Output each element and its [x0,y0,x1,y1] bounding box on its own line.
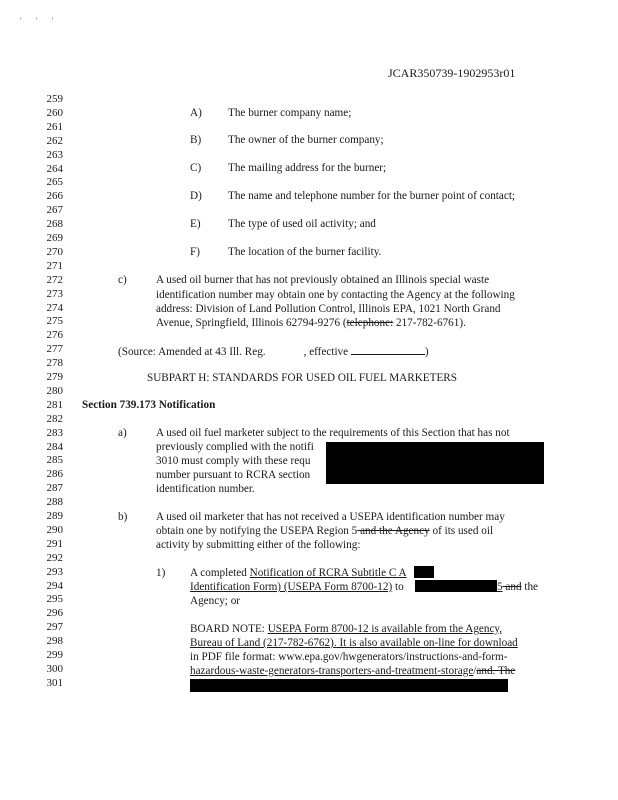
list-text-c: The mailing address for the burner; [228,162,387,174]
line-number: 263 [46,148,63,161]
line-number: 277 [46,343,63,356]
line-number: 269 [46,232,63,244]
line-number: 292 [46,551,63,564]
line-number: 262 [46,134,63,147]
line-number: 273 [46,287,63,300]
line-number: 293 [46,565,63,578]
line-number: 270 [46,245,63,258]
item-1-line-3: Agency; or [190,595,241,607]
line-number: 267 [46,204,63,217]
board-note-line-3: in PDF file format: www.epa.gov/hwgenerators/instructions-and-form- [190,651,508,663]
board-note-line-2: Bureau of Land (217-782-6762). It is also available on-line for download [190,637,518,649]
line-number: 275 [46,315,63,328]
line-number: 298 [46,635,63,648]
line-number: 300 [46,662,63,675]
line-number: 288 [46,496,63,509]
list-label-e: E) [190,218,201,230]
para-c-label: c) [118,274,127,286]
list-text-e: The type of used oil activity; and [228,218,376,230]
list-text-f: The location of the burner facility. [228,246,382,258]
line-number: 294 [46,579,63,592]
line-number: 286 [46,468,63,481]
para-a-line-4: number pursuant to RCRA section [156,469,311,481]
struck-text: telephone: [346,317,394,329]
line-number: 284 [46,440,63,453]
line-number: 289 [46,510,63,522]
list-text-d: The name and telephone number for the burner point of contact; [228,190,516,202]
item-1-line-2-end: 5 and the [497,581,539,593]
para-a-line-2: previously complied with the notifi [156,441,314,453]
line-number: 276 [46,329,63,342]
document-id: JCAR350739-1902953r01 [388,66,516,80]
redaction-block [326,442,544,484]
line-number: 301 [46,676,63,689]
line-number: 290 [46,523,63,536]
para-a-line-3: 3010 must comply with these requ [156,455,311,467]
para-b-line-2: obtain one by notifying the USEPA Region 5 and the Agency of its used oil [156,525,494,537]
para-c-line-3: address: Division of Land Pollution Control, Illinois EPA, 1021 North Grand [156,303,501,315]
scan-specks: ' ' ' [20,16,60,26]
line-number: 279 [46,371,63,383]
subpart-heading: SUBPART H: STANDARDS FOR USED OIL FUEL MARKETERS [147,372,457,384]
redaction-block [414,566,434,578]
list-label-f: F) [190,246,200,258]
list-text-b: The owner of the burner company; [228,134,384,146]
section-heading: Section 739.173 Notification [82,399,216,411]
line-number: 281 [46,398,63,411]
list-label-a: A) [190,107,202,119]
list-text-a: The burner company name; [228,107,352,119]
struck-text: and [502,581,522,593]
line-number: 259 [46,93,63,105]
blank-line [351,344,425,355]
line-number: 287 [46,482,63,495]
line-number: 283 [46,426,63,439]
line-number: 291 [46,537,63,550]
source-note: (Source: Amended at 43 Ill. Reg. , effective ) [118,346,429,358]
struck-text: and the Agency [357,525,430,537]
line-number: 272 [46,273,63,286]
list-label-c: C) [190,162,202,174]
struck-tail: / [473,665,477,677]
para-a-line-5: identification number. [156,483,255,495]
redaction-block [190,679,508,692]
para-c-line-2: identification number may obtain one by contacting the Agency at the following [156,289,515,301]
para-a-label: a) [118,427,127,439]
list-label-d: D) [190,190,202,202]
item-1-label: 1) [156,567,166,579]
line-number: 271 [46,259,63,272]
para-b-line-1: A used oil marketer that has not received a USEPA identification number may [156,511,505,523]
line-number: 264 [46,162,63,175]
para-c-line-1: A used oil burner that has not previously obtained an Illinois special waste [156,274,490,286]
item-1-line-2: Identification Form) (USEPA Form 8700-12) to [190,581,404,593]
line-number: 278 [46,357,63,370]
item-1-line-1: A completed Notification of RCRA Subtitle C A [190,567,407,579]
line-number: 296 [46,607,63,620]
line-number: 268 [46,218,63,231]
line-number: 295 [46,593,63,606]
line-number: 280 [46,384,63,397]
board-note-line-4: hazardous-waste-generators-transporters-and-treatment-storage/and. The [190,665,516,677]
line-number: 299 [46,649,63,661]
line-number: 282 [46,412,63,425]
line-number: 297 [46,621,63,634]
line-number: 261 [46,120,63,133]
line-number: 266 [46,190,63,203]
para-c-line-4: Avenue, Springfield, Illinois 62794-9276 (telephone: 217-782-6761). [156,317,466,329]
para-b-line-3: activity by submitting either of the following: [156,539,361,551]
line-number: 285 [46,454,63,467]
line-number: 260 [46,106,63,119]
line-number: 274 [46,301,63,314]
line-number: 265 [46,176,63,189]
para-b-label: b) [118,511,128,523]
para-a-line-1: A used oil fuel marketer subject to the requirements of this Section that has not [156,427,510,439]
redaction-block [415,580,497,592]
list-label-b: B) [190,134,202,146]
board-note-line-1: BOARD NOTE: USEPA Form 8700-12 is available from the Agency, [190,623,503,635]
